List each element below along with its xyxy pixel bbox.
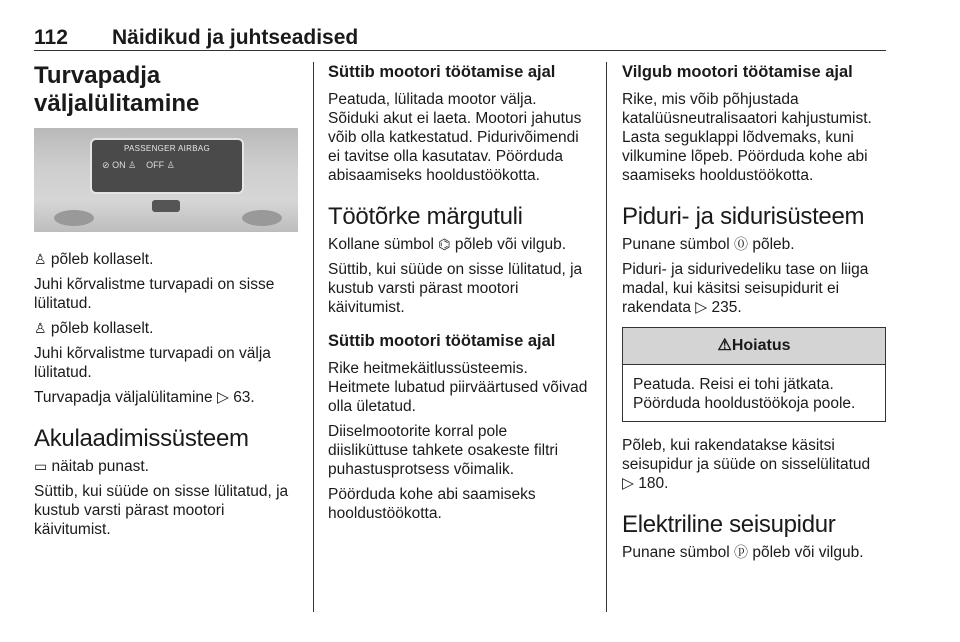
brake-ref-page[interactable]: 235. xyxy=(711,299,742,316)
malfunction-post: põleb või vilgub. xyxy=(454,236,567,253)
column-divider-2 xyxy=(606,62,607,612)
page-number: 112 xyxy=(34,26,68,49)
no-airbag-icon: ⊘ xyxy=(102,160,110,170)
section-title-airbag: Turvapadja väljalülitamine xyxy=(34,62,200,117)
airbag-ref-page[interactable]: 63. xyxy=(233,389,255,406)
airbag-off-status: põleb kollaselt. xyxy=(50,320,154,337)
column-1 xyxy=(34,62,300,545)
brake-post: põleb. xyxy=(752,236,795,253)
parking-brake-icon: ⓟ xyxy=(734,544,749,560)
column-divider-1 xyxy=(313,62,314,612)
airbag-off-icon: ♙ xyxy=(166,160,175,170)
subheading-flashing: Vilgub mootori töötamise ajal xyxy=(622,63,853,81)
service-desc: Pöörduda kohe abi saamiseks hooldustöökotta. xyxy=(328,486,536,522)
parking-brake-desc: Põleb, kui rakendatakse käsitsi seisupidur ja süüde on sisselülitatud xyxy=(622,437,871,473)
page-header xyxy=(34,26,886,52)
subheading-running-2: Süttib mootori töötamise ajal xyxy=(328,332,556,350)
brake-icon: ⓪ xyxy=(734,236,749,252)
on-label: ON xyxy=(112,160,126,170)
warning-header xyxy=(623,328,885,365)
section-title-charging: Akulaadimissüsteem xyxy=(34,425,249,452)
diesel-desc: Diiselmootorite korral pole diisliküttuse tahkete osakeste filtri puhastusprotsess võimalik. xyxy=(328,423,559,478)
warning-title: Hoiatus xyxy=(731,337,791,354)
flashing-desc: Rike, mis võib põhjustada katalüüsneutralisaatori kahjustumist. Lasta seguklappi lõdvemaks, kuni vilkumine lõpeb. Pöörduda kohe abi saamiseks hooldustöökotta. xyxy=(622,91,872,184)
warning-body xyxy=(623,365,885,421)
airbag-on-desc: Juhi kõrvalistme turvapadi on sisse lülitatud. xyxy=(34,276,275,312)
section-title-brake: Piduri- ja sidurisüsteem xyxy=(622,203,865,230)
section-title-malfunction: Töötõrke märgutuli xyxy=(328,203,523,230)
airbag-on-icon: ♙ xyxy=(128,160,137,170)
airbag-off-desc: Juhi kõrvalistme turvapadi on välja lülitatud. xyxy=(34,345,271,381)
engine-icon: ⌬ xyxy=(438,236,451,252)
chapter-title: Näidikud ja juhtseadised xyxy=(112,26,359,49)
brake-pre: Punane sümbol xyxy=(622,236,730,253)
warning-icon: ⚠ xyxy=(717,337,732,354)
parking-ref-page[interactable]: 180. xyxy=(638,475,669,492)
airbag-on-icon: ♙ xyxy=(34,251,47,267)
charging-running-desc: Peatuda, lülitada mootor välja. Sõiduki akut ei laeta. Mootori jahutus võib olla katkestatud. Pidurivõimendi ei tavitse olla kasutatav. Pöörduda abisaamiseks hooldustöökotta. xyxy=(328,91,582,184)
airbag-on-status: põleb kollaselt. xyxy=(50,251,154,268)
malfunction-pre: Kollane sümbol xyxy=(328,236,434,253)
airbag-ref-text: Turvapadja väljalülitamine xyxy=(34,389,213,406)
off-label: OFF xyxy=(146,160,165,170)
column-3 xyxy=(622,62,886,568)
page-ref-icon: ▷ xyxy=(695,299,708,316)
page-ref-icon: ▷ xyxy=(622,475,634,492)
header-rule xyxy=(34,50,886,51)
charging-status: näitab punast. xyxy=(51,458,149,475)
charging-desc: Süttib, kui süüde on sisse lülitatud, ja kustub varsti pärast mootori käivitumist. xyxy=(34,483,289,538)
electric-brake-post: põleb või vilgub. xyxy=(752,544,864,561)
dome-lamp-left xyxy=(54,210,94,226)
emission-desc: Rike heitmekäitlussüsteemis. Heitmete lubatud piirväärtused võivad olla ületatud. xyxy=(328,360,588,415)
airbag-panel-frame xyxy=(90,138,244,194)
airbag-off-icon: ♙ xyxy=(34,320,47,336)
warning-text: Peatuda. Reisi ei tohi jätkata. Pöörduda hooldustöökoja poole. xyxy=(633,376,856,412)
section-title-electric-brake: Elektriline seisupidur xyxy=(622,511,836,538)
airbag-panel-icons xyxy=(102,160,175,171)
battery-icon: ▭ xyxy=(34,458,48,474)
electric-brake-pre: Punane sümbol xyxy=(622,544,730,561)
page-ref-icon: ▷ xyxy=(216,389,229,406)
dome-lamp-right xyxy=(242,210,282,226)
airbag-panel-label: PASSENGER AIRBAG xyxy=(123,144,210,153)
malfunction-desc: Süttib, kui süüde on sisse lülitatud, ja kustub varsti pärast mootori käivitumist. xyxy=(328,261,583,316)
column-2 xyxy=(328,62,590,529)
subheading-running-1: Süttib mootori töötamise ajal xyxy=(328,63,556,81)
brake-fluid-desc: Piduri- ja sidurivedeliku tase on liiga madal, kui käsitsi seisupidurit ei rakendata xyxy=(622,261,869,316)
warning-box xyxy=(622,327,886,422)
panel-knob xyxy=(152,200,180,212)
airbag-panel-photo xyxy=(34,128,298,232)
